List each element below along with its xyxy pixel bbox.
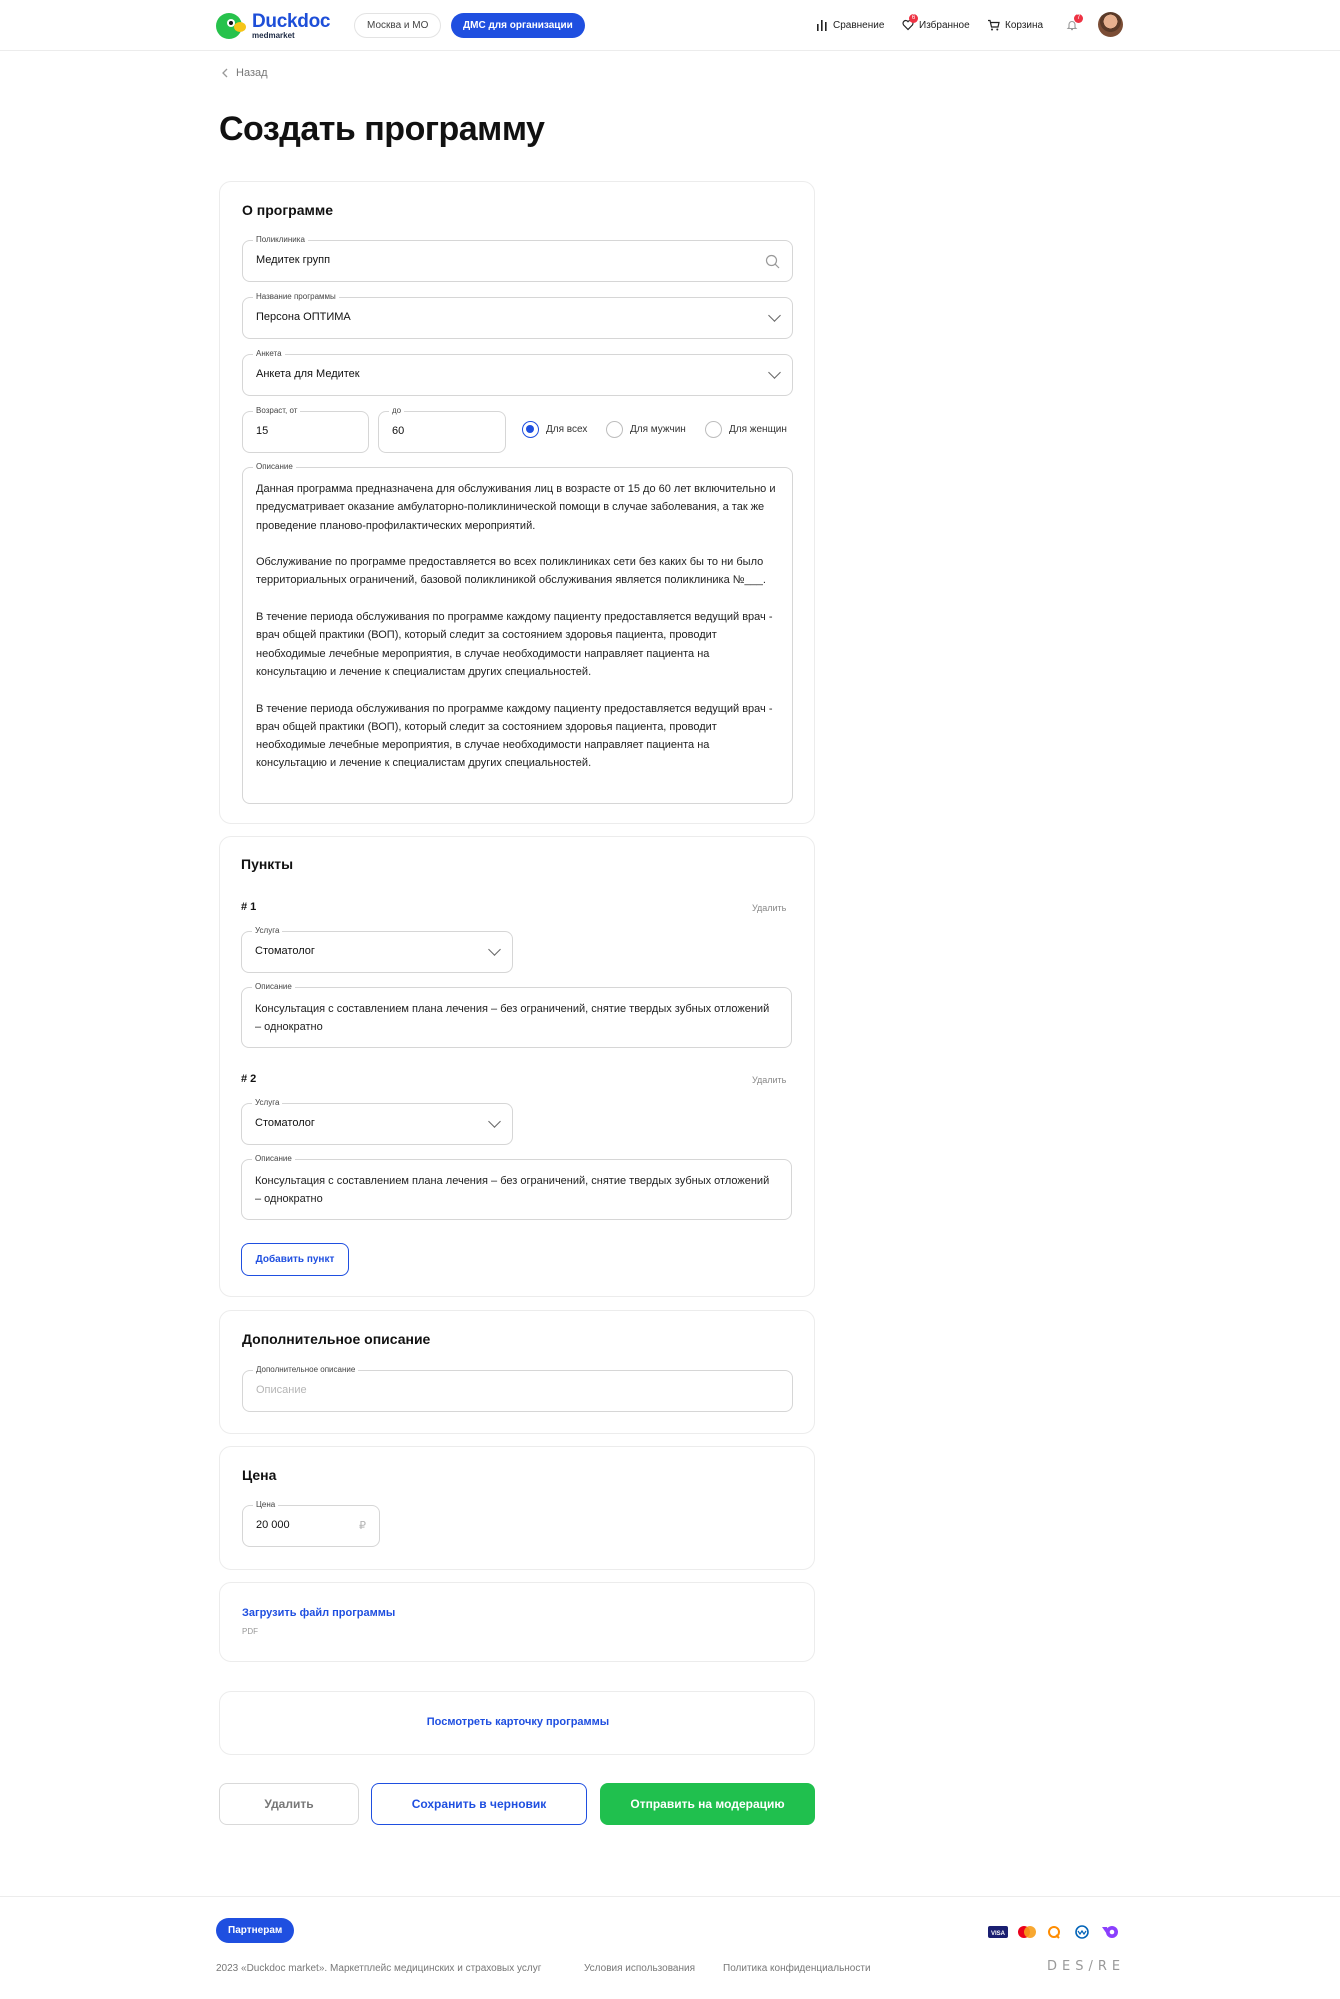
save-draft-button[interactable]: Сохранить в черновик bbox=[371, 1783, 587, 1825]
price-label: Цена bbox=[253, 1500, 278, 1510]
nav-cart[interactable] bbox=[987, 17, 1043, 33]
chevron-left-icon bbox=[222, 68, 228, 78]
service-value: Стоматолог bbox=[255, 945, 315, 957]
point-number: # 1 bbox=[241, 901, 257, 913]
svg-text:VISA: VISA bbox=[990, 1931, 1006, 1937]
upload-file-hint: PDF bbox=[242, 1627, 258, 1636]
notifications-count-badge: 7 bbox=[1074, 14, 1083, 23]
ruble-icon: ₽ bbox=[359, 1520, 366, 1532]
description-label: Описание bbox=[253, 462, 296, 472]
footer bbox=[0, 1896, 1340, 1999]
logo[interactable] bbox=[216, 12, 330, 40]
gender-radio-male[interactable] bbox=[606, 421, 686, 438]
extra-description-input[interactable] bbox=[242, 1365, 793, 1412]
service-value: Стоматолог bbox=[255, 1117, 315, 1129]
upload-file-link[interactable]: Загрузить файл программы bbox=[242, 1607, 396, 1619]
age-to-value: 60 bbox=[392, 425, 405, 437]
description-textarea[interactable] bbox=[242, 462, 793, 804]
about-program-card bbox=[219, 181, 815, 824]
page-title: Создать программу bbox=[219, 110, 545, 148]
clinic-value: Медитек групп bbox=[256, 254, 331, 266]
point-service-select[interactable] bbox=[241, 926, 513, 973]
nav-favorites-label: Избранное bbox=[919, 19, 970, 31]
nav-notifications[interactable] bbox=[1066, 17, 1083, 33]
nav-cart-label: Корзина bbox=[1005, 19, 1044, 31]
questionnaire-select[interactable] bbox=[242, 349, 793, 396]
footer-privacy-link[interactable]: Политика конфиденциальности bbox=[723, 1963, 871, 1974]
point-desc-value: Консультация с составлением плана лечения – без ограничений, снятие твердых зубных отложений – однократно bbox=[255, 1003, 770, 1034]
footer-copyright: 2023 «Duckdoc market». Маркетплейс медицинских и страховых услуг bbox=[216, 1963, 542, 1974]
point-desc-label: Описание bbox=[252, 1154, 295, 1164]
points-card bbox=[219, 836, 815, 1297]
description-text bbox=[256, 480, 776, 773]
compare-icon bbox=[816, 19, 828, 31]
nav-compare-label: Сравнение bbox=[833, 19, 885, 31]
program-name-select[interactable] bbox=[242, 292, 793, 339]
gender-radio-female-label: Для женщин bbox=[729, 424, 787, 435]
description-paragraph: В течение периода обслуживания по программе каждому пациенту предоставляется ведущий врач - врач общей практики (ВОП), который следит за состоянием здоровья пациента, проводит необходимые лечебные мероприятия, в случае необходимости направляет пациента на консультацию и лечение к специалистам других специальностей. bbox=[256, 611, 773, 678]
logo-subtitle: medmarket bbox=[252, 31, 295, 40]
description-paragraph: Данная программа предназначена для обслуживания лиц в возрасте от 15 до 60 лет включительно и предусматривает оказание амбулаторно-поликлинической помощи в случае заболевания, а так же проведение планово-профилактических мероприятий. bbox=[256, 483, 776, 532]
clinic-search-field[interactable] bbox=[242, 235, 793, 282]
nav-compare[interactable] bbox=[816, 17, 884, 33]
questionnaire-value: Анкета для Медитек bbox=[256, 368, 360, 380]
mastercard-icon bbox=[1017, 1925, 1037, 1939]
partners-button[interactable]: Партнерам bbox=[216, 1918, 294, 1943]
duck-logo-icon bbox=[216, 13, 246, 39]
top-header bbox=[0, 0, 1340, 51]
about-program-title: О программе bbox=[242, 202, 334, 218]
chevron-down-icon bbox=[488, 1115, 501, 1128]
chevron-down-icon bbox=[768, 366, 781, 379]
questionnaire-label: Анкета bbox=[253, 349, 285, 359]
point-service-select[interactable] bbox=[241, 1098, 513, 1145]
back-label: Назад bbox=[236, 67, 268, 79]
price-card bbox=[219, 1446, 815, 1570]
gender-radio-female[interactable] bbox=[705, 421, 787, 438]
radio-icon bbox=[705, 421, 722, 438]
preview-card bbox=[219, 1691, 815, 1755]
extra-description-placeholder: Описание bbox=[256, 1384, 307, 1396]
point-number: # 2 bbox=[241, 1073, 257, 1085]
extra-description-card bbox=[219, 1310, 815, 1434]
search-icon[interactable] bbox=[765, 254, 780, 269]
age-to-input[interactable] bbox=[378, 406, 506, 453]
upload-card bbox=[219, 1582, 815, 1662]
age-from-label: Возраст, от bbox=[253, 406, 300, 416]
description-paragraph: В течение периода обслуживания по программе каждому пациенту предоставляется ведущий врач - врач общей практики (ВОП), который следит за состоянием здоровья пациента, проводит необходимые лечебные мероприятия, в случае необходимости направляет пациента на консультацию и лечение к специалистам других специальностей. bbox=[256, 702, 773, 770]
service-label: Услуга bbox=[252, 926, 282, 936]
age-to-label: до bbox=[389, 406, 404, 416]
visa-icon bbox=[988, 1925, 1008, 1939]
extra-description-label: Дополнительное описание bbox=[253, 1365, 358, 1375]
add-point-button[interactable]: Добавить пункт bbox=[241, 1243, 349, 1276]
points-title: Пункты bbox=[241, 856, 294, 872]
gender-radio-all[interactable] bbox=[522, 421, 587, 438]
favorites-count-badge: 6 bbox=[909, 14, 918, 23]
point-delete-link[interactable]: Удалить bbox=[752, 903, 787, 913]
radio-selected-icon bbox=[522, 421, 539, 438]
cart-icon bbox=[987, 19, 1000, 31]
description-paragraph: Обслуживание по программе предоставляется во всех поликлиниках сети без каких бы то ни было территориальных ограничений, базовой поликлиникой обслуживания является поликлиника №___. bbox=[256, 556, 766, 587]
dms-organization-button[interactable]: ДМС для организации bbox=[451, 13, 585, 38]
price-value: 20 000 bbox=[256, 1519, 290, 1531]
gender-radio-male-label: Для мужчин bbox=[630, 424, 686, 435]
point-delete-link[interactable]: Удалить bbox=[752, 1075, 787, 1085]
webmoney-icon bbox=[1074, 1925, 1090, 1939]
point-desc-value: Консультация с составлением плана лечения – без ограничений, снятие твердых зубных отложений – однократно bbox=[255, 1175, 770, 1206]
radio-icon bbox=[606, 421, 623, 438]
preview-program-link[interactable]: Посмотреть карточку программы bbox=[426, 1716, 610, 1728]
nav-favorites[interactable] bbox=[902, 17, 970, 33]
chevron-down-icon bbox=[488, 943, 501, 956]
delete-button[interactable]: Удалить bbox=[219, 1783, 359, 1825]
logo-name: Duckdoc bbox=[252, 11, 331, 32]
footer-terms-link[interactable]: Условия использования bbox=[584, 1963, 695, 1974]
program-name-value: Персона ОПТИМА bbox=[256, 311, 351, 323]
region-selector[interactable]: Москва и МО bbox=[354, 13, 441, 38]
age-from-input[interactable] bbox=[242, 406, 369, 453]
back-link[interactable] bbox=[222, 67, 268, 79]
clinic-label: Поликлиника bbox=[253, 235, 308, 245]
point-desc-label: Описание bbox=[252, 982, 295, 992]
program-name-label: Название программы bbox=[253, 292, 339, 302]
age-from-value: 15 bbox=[256, 425, 269, 437]
point-description-textarea[interactable] bbox=[241, 1154, 792, 1220]
gender-radio-all-label: Для всех bbox=[546, 424, 588, 435]
service-label: Услуга bbox=[252, 1098, 282, 1108]
point-description-textarea[interactable] bbox=[241, 982, 792, 1048]
send-moderation-button[interactable]: Отправить на модерацию bbox=[600, 1783, 815, 1825]
qiwi-icon bbox=[1046, 1925, 1062, 1939]
desire-brand-mark: DES/RE bbox=[1047, 1959, 1126, 1974]
yoomoney-icon bbox=[1101, 1925, 1119, 1939]
user-avatar[interactable] bbox=[1098, 12, 1123, 37]
price-input[interactable] bbox=[242, 1500, 380, 1547]
price-title: Цена bbox=[242, 1467, 277, 1483]
extra-description-title: Дополнительное описание bbox=[242, 1331, 431, 1347]
chevron-down-icon bbox=[768, 309, 781, 322]
